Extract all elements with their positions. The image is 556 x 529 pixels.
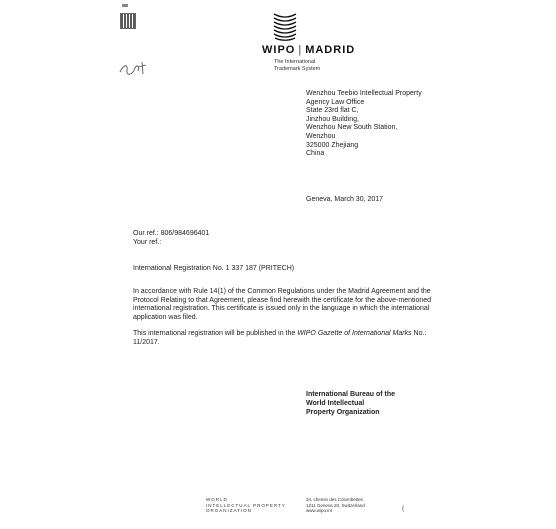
address-line: State 23rd flat C, [306,107,359,115]
address-line: Wenzhou [306,132,336,140]
footer-address-line: 1211 Geneva 20, Switzerland [306,502,365,508]
wordmark-wipo: WIPO [262,44,296,56]
footer-mark: { [402,506,405,512]
recipient-address [306,90,422,159]
logo-subtitle-line: Trademark System [274,66,321,72]
paragraph2-suffix: No.: 11/2017. [133,330,427,346]
footer-address-line: 34, chemin des Colombettes [306,497,364,502]
your-ref: Your ref.: [133,238,162,246]
scan-mark [122,4,128,7]
our-ref: Our ref.: 806/984696401 [133,230,210,237]
footer-org-line: INTELLECTUAL PROPERTY [206,502,286,508]
footer-org-line: WORLD [206,497,228,502]
address-line: Wenzhou New South Station, [306,124,398,132]
signature-line: International Bureau of the [306,391,396,398]
gazette-title: WIPO Gazette of International Marks [297,330,412,337]
wipo-madrid-wordmark: WIPO | MADRID [262,44,356,56]
wipo-logo-icon [271,10,299,46]
paragraph2-prefix: This international registration will be published in the [133,330,298,337]
address-line: Agency Law Office [306,98,365,106]
signature-line: World Intellectual [306,399,365,407]
address-line: China [306,150,325,158]
logo-subtitle-line: The International [274,59,316,65]
qr-code-icon [120,13,136,29]
signature-line: Property Organization [306,408,380,416]
logo-subtitle [274,59,320,73]
body-paragraph-2 [133,330,433,347]
footer-org-line: ORGANIZATION [206,508,252,514]
footer-organization [206,497,286,514]
wordmark-madrid: MADRID [305,44,356,56]
handwritten-initials-icon [118,58,152,80]
address-line: Jinzhou Building, [306,115,359,123]
address-line: Wenzhou Teebio Intellectual Property [306,90,422,97]
footer-website: www.wipo.int [306,508,333,514]
letter-date: Geneva, March 30, 2017 [306,196,384,203]
footer-address [306,497,365,514]
references [133,230,209,247]
address-line: 325000 Zhejiang [306,141,359,149]
body-paragraph-1: In accordance with Rule 14(1) of the Common Regulations under the Madrid Agreement and the Protocol Relating to that Agreement, please find herewith the certificate for the above-mentioned international registration. This certificate is issued only in the language in which the international application was filed. [133,288,432,321]
signature-block [306,391,395,417]
international-registration: International Registration No. 1 337 187 (PRITECH) [133,265,295,272]
